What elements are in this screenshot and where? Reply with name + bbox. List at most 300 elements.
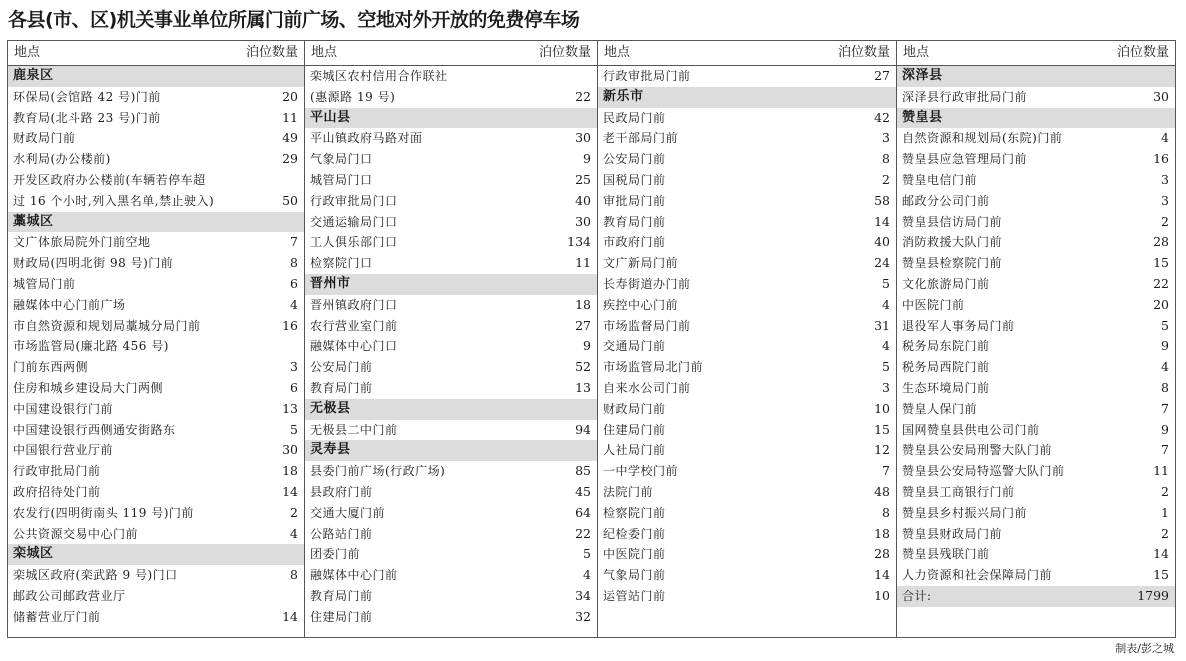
parking-count: 6 [290, 275, 298, 291]
place-name: 一中学校门前 [603, 464, 679, 479]
place-name: 疾控中心门前 [603, 297, 679, 312]
table-row [598, 253, 896, 274]
place-name: 开发区政府办公楼前(车辆若停车超 [13, 172, 206, 187]
table-row [305, 87, 597, 108]
parking-count: 15 [874, 421, 890, 437]
table-row [897, 565, 1175, 586]
parking-count: 34 [575, 587, 591, 603]
place-name: 税务局东院门前 [902, 339, 990, 354]
parking-count: 9 [1161, 338, 1169, 354]
header-count: 泊位数量 [837, 45, 890, 60]
place-name: 国网赞皇县供电公司门前 [902, 422, 1040, 437]
place-name: 栾城区政府(栾武路 9 号)门口 [13, 568, 178, 583]
parking-count: 9 [1161, 421, 1169, 437]
table-row [8, 565, 304, 586]
table-column [897, 41, 1176, 637]
parking-count: 10 [874, 400, 890, 416]
table-row [897, 357, 1175, 378]
place-name: 气象局门前 [603, 568, 666, 583]
place-name: 中医院门前 [603, 547, 666, 562]
place-name: 城管局门口 [310, 172, 373, 187]
table-row [8, 482, 304, 503]
place-name: 赞皇县公安局特巡警大队门前 [902, 464, 1065, 479]
table-row [897, 378, 1175, 399]
column-rows [8, 66, 304, 628]
table-row [897, 524, 1175, 545]
parking-count: 5 [882, 275, 890, 291]
section-name: 深泽县 [902, 68, 943, 83]
table-row [897, 399, 1175, 420]
section-name: 灵寿县 [310, 442, 351, 458]
section-name: 无极县 [310, 400, 351, 416]
parking-count: 94 [575, 421, 591, 437]
place-name: (惠源路 19 号) [310, 89, 396, 104]
parking-count: 2 [1161, 213, 1169, 229]
table-row [897, 191, 1175, 212]
parking-count: 42 [874, 109, 890, 125]
table-column [305, 41, 598, 637]
table-row [8, 149, 304, 170]
place-name: 生态环境局门前 [902, 380, 990, 395]
place-name: 城管局门前 [13, 276, 76, 291]
place-name: 运管站门前 [603, 588, 666, 603]
place-name: 深泽县行政审批局门前 [902, 89, 1028, 104]
table-row [598, 482, 896, 503]
parking-count: 32 [575, 608, 591, 624]
parking-count: 45 [575, 483, 591, 499]
table-row [305, 232, 597, 253]
place-name: 市场监管局北门前 [603, 360, 704, 375]
section-header [897, 66, 1175, 87]
place-name: 水利局(办公楼前) [13, 152, 111, 167]
section-header [8, 212, 304, 233]
table-row [305, 170, 597, 191]
section-name: 新乐市 [603, 88, 644, 104]
section-name: 平山县 [310, 109, 351, 125]
table-row [305, 503, 597, 524]
place-name: 市场监督局门前 [603, 318, 691, 333]
place-name: 赞皇县公安局刑警大队门前 [902, 443, 1053, 458]
table-row [8, 316, 304, 337]
table-row [8, 357, 304, 378]
credit-line: 制表/彭之城 [1115, 642, 1174, 655]
place-name: 合计: [902, 588, 932, 603]
table-row [598, 524, 896, 545]
table-row [8, 295, 304, 316]
place-name: 文广新局门前 [603, 256, 679, 271]
parking-count: 40 [874, 234, 890, 250]
section-header [897, 108, 1175, 129]
table-row [8, 440, 304, 461]
place-name: 赞皇县工商银行门前 [902, 484, 1015, 499]
parking-count: 4 [1161, 130, 1169, 146]
section-name: 赞皇县 [902, 109, 943, 125]
place-name: 自来水公司门前 [603, 380, 691, 395]
place-name: 老干部局门前 [603, 131, 679, 146]
place-name: 中国银行营业厅前 [13, 443, 114, 458]
parking-count: 2 [1161, 483, 1169, 499]
table-row [897, 128, 1175, 149]
parking-count: 7 [1161, 442, 1169, 458]
table-row [305, 149, 597, 170]
table-row [598, 66, 896, 87]
page-title: 各县(市、区)机关事业单位所属门前广场、空地对外开放的免费停车场 [8, 9, 580, 31]
section-header [305, 274, 597, 295]
section-header [598, 87, 896, 108]
column-header [598, 41, 896, 66]
table-row [8, 232, 304, 253]
place-name: 消防救援大队门前 [902, 235, 1003, 250]
table-row [897, 503, 1175, 524]
place-name: 民政局门前 [603, 110, 666, 125]
place-name: 住房和城乡建设局大门两侧 [13, 380, 164, 395]
parking-count: 14 [874, 213, 890, 229]
parking-count: 134 [567, 234, 591, 250]
table-row [598, 170, 896, 191]
parking-count: 1799 [1137, 587, 1169, 603]
place-name: 自然资源和规划局(东院)门前 [902, 131, 1063, 146]
table-row [598, 461, 896, 482]
place-name: 公安局门前 [310, 360, 373, 375]
total-row [897, 586, 1175, 607]
place-name: 环保局(会馆路 42 号)门前 [13, 89, 161, 104]
table-row [598, 378, 896, 399]
parking-count: 9 [583, 338, 591, 354]
parking-count: 7 [1161, 400, 1169, 416]
parking-count: 31 [874, 317, 890, 333]
table-row [305, 212, 597, 233]
column-header [305, 41, 597, 66]
place-name: 赞皇县应急管理局门前 [902, 152, 1028, 167]
table-row [8, 461, 304, 482]
parking-count: 15 [1153, 255, 1169, 271]
place-name: 赞皇人保门前 [902, 401, 978, 416]
parking-count: 50 [282, 192, 298, 208]
table-row [598, 565, 896, 586]
table-row [897, 482, 1175, 503]
parking-count: 30 [575, 213, 591, 229]
place-name: 门前东西两侧 [13, 360, 89, 375]
parking-count: 2 [882, 171, 890, 187]
place-name: 教育局(北斗路 23 号)门前 [13, 110, 161, 125]
table-row [598, 503, 896, 524]
parking-table [7, 40, 1176, 638]
place-name: 农行营业室门前 [310, 318, 398, 333]
parking-count: 2 [290, 504, 298, 520]
parking-count: 16 [282, 317, 298, 333]
table-row [305, 295, 597, 316]
parking-count: 3 [1161, 192, 1169, 208]
table-row [897, 170, 1175, 191]
place-name: 县政府门前 [310, 484, 373, 499]
section-header [305, 440, 597, 461]
parking-count: 49 [282, 130, 298, 146]
table-row [598, 128, 896, 149]
table-row [598, 212, 896, 233]
parking-count: 24 [874, 255, 890, 271]
table-row [305, 357, 597, 378]
parking-count: 7 [290, 234, 298, 250]
section-header [305, 108, 597, 129]
place-name: 市场监管局(廉北路 456 号) [13, 339, 169, 354]
table-row [305, 191, 597, 212]
table-row [897, 253, 1175, 274]
place-name: 团委门前 [310, 547, 361, 562]
table-row [8, 524, 304, 545]
place-name: 财政局(四明北街 98 号)门前 [13, 256, 174, 271]
place-name: 行政审批局门前 [13, 464, 101, 479]
place-name: 人力资源和社会保障局门前 [902, 568, 1053, 583]
parking-count: 18 [874, 525, 890, 541]
table-row [305, 461, 597, 482]
table-row [305, 565, 597, 586]
place-name: 融媒体中心门前广场 [13, 297, 126, 312]
place-name: 住建局门前 [603, 422, 666, 437]
parking-count: 22 [1153, 275, 1169, 291]
place-name: 赞皇县财政局门前 [902, 526, 1003, 541]
parking-count: 4 [1161, 359, 1169, 375]
table-row [897, 149, 1175, 170]
place-name: 赞皇县信访局门前 [902, 214, 1003, 229]
table-row [897, 336, 1175, 357]
place-name: 工人俱乐部门口 [310, 235, 398, 250]
place-name: 中医院门前 [902, 297, 965, 312]
place-name: 教育局门前 [603, 214, 666, 229]
parking-count: 20 [282, 88, 298, 104]
parking-count: 11 [575, 255, 591, 271]
table-row [305, 586, 597, 607]
parking-count: 64 [575, 504, 591, 520]
header-place: 地点 [903, 45, 930, 60]
table-row [305, 66, 597, 87]
place-name: 纪检委门前 [603, 526, 666, 541]
table-row [897, 544, 1175, 565]
table-row [598, 357, 896, 378]
table-row [305, 524, 597, 545]
place-name: 气象局门口 [310, 152, 373, 167]
place-name: 中国建设银行门前 [13, 401, 114, 416]
parking-count: 28 [874, 546, 890, 562]
place-name: 晋州镇政府门口 [310, 297, 398, 312]
table-row [305, 336, 597, 357]
table-row [305, 378, 597, 399]
parking-count: 14 [282, 483, 298, 499]
table-row [897, 461, 1175, 482]
table-row [897, 232, 1175, 253]
place-name: 财政局门前 [603, 401, 666, 416]
place-name: 融媒体中心门口 [310, 339, 398, 354]
parking-count: 14 [282, 608, 298, 624]
section-name: 藁城区 [13, 213, 54, 229]
table-row [897, 316, 1175, 337]
place-name: 邮政分公司门前 [902, 193, 990, 208]
place-name: 长寿街道办门前 [603, 276, 691, 291]
place-name: 法院门前 [603, 484, 654, 499]
parking-count: 30 [1153, 88, 1169, 104]
place-name: 过 16 个小时,列入黑名单,禁止驶入) [13, 193, 215, 208]
place-name: 市自然资源和规划局藁城分局门前 [13, 318, 201, 333]
table-row [598, 191, 896, 212]
section-header [8, 66, 304, 87]
table-row [305, 420, 597, 441]
section-name: 鹿泉区 [13, 68, 54, 83]
header-count: 泊位数量 [1116, 45, 1169, 60]
table-row [897, 440, 1175, 461]
column-rows [598, 66, 896, 607]
place-name: 检察院门口 [310, 256, 373, 271]
table-row [8, 170, 304, 191]
place-name: 赞皇县检察院门前 [902, 256, 1003, 271]
place-name: 公安局门前 [603, 152, 666, 167]
parking-count: 48 [874, 483, 890, 499]
parking-count: 20 [1153, 296, 1169, 312]
parking-count: 2 [1161, 525, 1169, 541]
section-header [305, 399, 597, 420]
table-row [8, 607, 304, 628]
parking-count: 22 [575, 88, 591, 104]
column-rows [897, 66, 1175, 607]
parking-count: 4 [882, 338, 890, 354]
parking-count: 18 [575, 296, 591, 312]
place-name: 公路站门前 [310, 526, 373, 541]
table-row [8, 503, 304, 524]
place-name: 行政审批局门前 [603, 69, 691, 83]
table-row [598, 295, 896, 316]
place-name: 人社局门前 [603, 443, 666, 458]
table-row [8, 253, 304, 274]
table-row [598, 586, 896, 607]
section-header [8, 544, 304, 565]
table-row [8, 399, 304, 420]
column-header [897, 41, 1175, 66]
place-name: 融媒体中心门前 [310, 568, 398, 583]
parking-count: 25 [575, 171, 591, 187]
parking-count: 5 [583, 546, 591, 562]
place-name: 县委门前广场(行政广场) [310, 464, 446, 479]
parking-count: 27 [874, 68, 890, 83]
place-name: 赞皇县残联门前 [902, 547, 990, 562]
table-row [8, 87, 304, 108]
place-name: 行政审批局门口 [310, 193, 398, 208]
place-name: 审批局门前 [603, 193, 666, 208]
table-row [897, 274, 1175, 295]
parking-count: 3 [290, 359, 298, 375]
table-row [598, 108, 896, 129]
table-row [598, 232, 896, 253]
table-row [8, 128, 304, 149]
table-row [305, 607, 597, 628]
parking-count: 5 [882, 359, 890, 375]
table-row [305, 128, 597, 149]
parking-count: 14 [1153, 546, 1169, 562]
place-name: 教育局门前 [310, 588, 373, 603]
table-column [7, 41, 305, 637]
section-name: 栾城区 [13, 546, 54, 562]
parking-count: 5 [290, 421, 298, 437]
header-place: 地点 [14, 45, 41, 60]
header-count: 泊位数量 [245, 45, 298, 60]
parking-count: 13 [282, 400, 298, 416]
table-row [8, 274, 304, 295]
parking-count: 29 [282, 151, 298, 167]
place-name: 公共资源交易中心门前 [13, 526, 139, 541]
parking-count: 9 [583, 151, 591, 167]
column-header [8, 41, 304, 66]
parking-count: 52 [575, 359, 591, 375]
parking-count: 8 [290, 255, 298, 271]
place-name: 检察院门前 [603, 505, 666, 520]
column-rows [305, 66, 597, 628]
parking-count: 3 [882, 130, 890, 146]
parking-count: 8 [882, 504, 890, 520]
parking-count: 12 [874, 442, 890, 458]
parking-count: 4 [290, 296, 298, 312]
place-name: 文化旅游局门前 [902, 276, 990, 291]
parking-count: 6 [290, 379, 298, 395]
parking-count: 5 [1161, 317, 1169, 333]
place-name: 退役军人事务局门前 [902, 318, 1015, 333]
header-place: 地点 [604, 45, 631, 60]
parking-count: 85 [575, 463, 591, 479]
place-name: 赞皇电信门前 [902, 172, 978, 187]
table-row [598, 420, 896, 441]
parking-count: 13 [575, 379, 591, 395]
parking-count: 14 [874, 567, 890, 583]
parking-count: 28 [1153, 234, 1169, 250]
place-name: 中国建设银行西侧通安街路东 [13, 422, 176, 437]
parking-count: 40 [575, 192, 591, 208]
table-row [8, 108, 304, 129]
place-name: 市政府门前 [603, 235, 666, 250]
parking-count: 8 [1161, 379, 1169, 395]
parking-count: 16 [1153, 151, 1169, 167]
place-name: 储蓄营业厅门前 [13, 609, 101, 624]
table-row [598, 149, 896, 170]
place-name: 农发行(四明街南头 119 号)门前 [13, 505, 194, 520]
place-name: 交通运输局门口 [310, 214, 398, 229]
parking-count: 30 [575, 130, 591, 146]
parking-count: 4 [290, 525, 298, 541]
parking-count: 3 [1161, 171, 1169, 187]
table-row [897, 212, 1175, 233]
table-row [305, 544, 597, 565]
table-row [8, 191, 304, 212]
place-name: 邮政公司邮政营业厅 [13, 588, 126, 603]
table-row [897, 295, 1175, 316]
place-name: 交通局门前 [603, 339, 666, 354]
place-name: 栾城区农村信用合作联社 [310, 69, 448, 83]
parking-count: 30 [282, 442, 298, 458]
section-name: 晋州市 [310, 275, 351, 291]
table-row [8, 420, 304, 441]
table-row [8, 336, 304, 357]
parking-count: 11 [1153, 463, 1169, 479]
parking-count: 15 [1153, 567, 1169, 583]
table-row [598, 544, 896, 565]
parking-count: 1 [1161, 504, 1169, 520]
parking-count: 4 [882, 296, 890, 312]
table-row [598, 316, 896, 337]
parking-count: 10 [874, 587, 890, 603]
place-name: 交通大厦门前 [310, 505, 386, 520]
table-row [598, 336, 896, 357]
table-row [305, 316, 597, 337]
place-name: 国税局门前 [603, 172, 666, 187]
parking-count: 11 [282, 109, 298, 125]
header-count: 泊位数量 [538, 45, 591, 60]
parking-count: 8 [290, 567, 298, 583]
parking-count: 58 [874, 192, 890, 208]
